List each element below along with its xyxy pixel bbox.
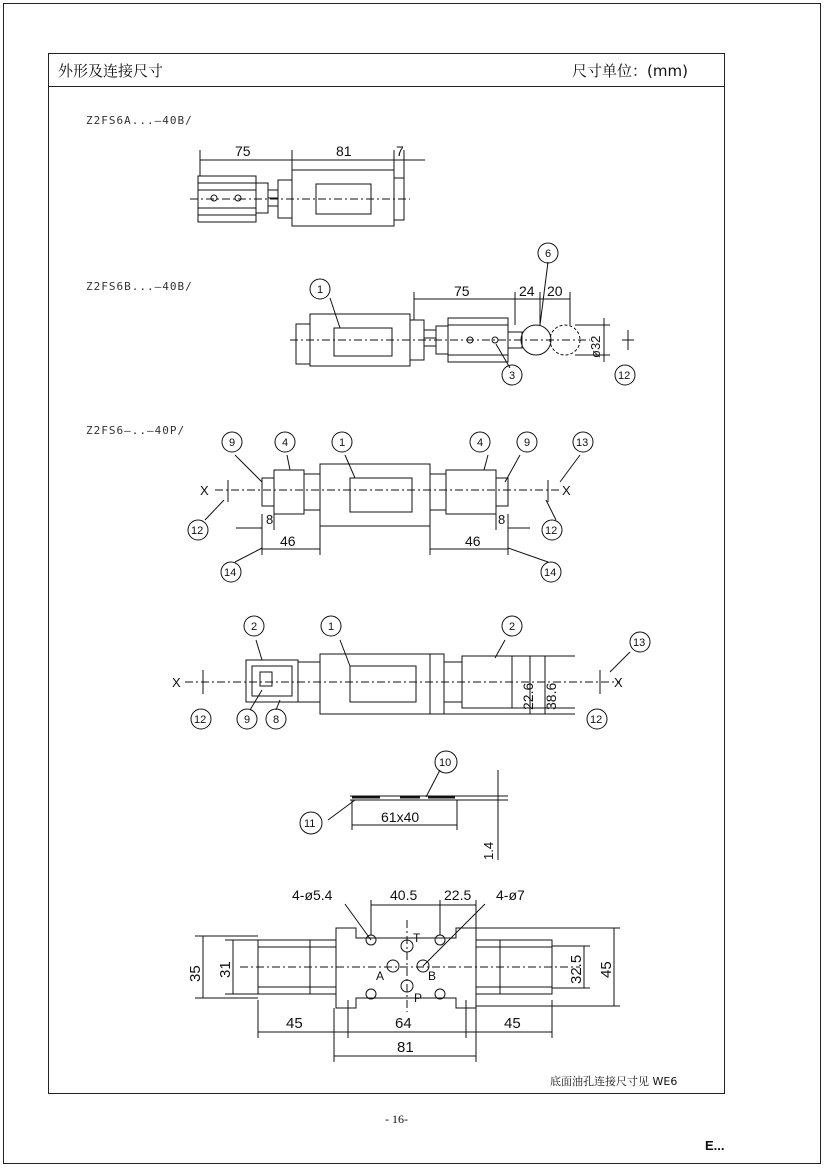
balloon-12-d-right: 12 [590,714,603,726]
dim-c-8-right: 8 [498,512,506,527]
dim-a-81: 81 [336,143,352,159]
balloon-11: 11 [304,818,316,830]
dim-e-61x40: 61x40 [381,809,420,825]
dim-a-7: 7 [396,143,404,159]
balloon-2-left: 2 [251,621,258,633]
page-number: - 16- [385,1112,408,1126]
dim-f-45-left: 45 [286,1015,303,1032]
model-label-c: Z2FS6—..—40P/ [86,424,186,437]
balloon-13-c: 13 [576,437,589,449]
dim-c-46-right: 46 [465,533,481,549]
balloon-12-c-right: 12 [545,525,558,537]
balloon-1-c: 1 [339,437,346,449]
dim-f-32-5: 32.5 [568,954,585,984]
port-t: T [413,931,421,945]
axis-x-left-c: X [200,483,209,498]
footnote: 底面油孔连接尺寸见 WE6 [550,1075,678,1088]
section-title: 外形及连接尺寸 [58,62,164,80]
balloon-6: 6 [545,248,552,260]
balloon-10: 10 [439,757,452,769]
drawing-a [190,150,425,226]
dim-f-4-5-4: 4-ø5.4 [292,887,333,903]
port-b: B [428,969,437,983]
balloon-12-b: 12 [618,370,631,382]
balloon-4-left: 4 [282,437,289,449]
drawing-c [205,455,580,562]
balloon-3: 3 [509,370,516,382]
dim-f-31: 31 [217,961,234,978]
dim-f-64: 64 [395,1015,412,1032]
unit-label: 尺寸单位：(mm) [572,62,688,80]
dim-a-75: 75 [235,143,251,159]
port-p: P [414,991,423,1005]
balloon-12-d-left: 12 [194,714,207,726]
axis-x-right-d: X [614,675,623,690]
dim-c-46-left: 46 [280,533,296,549]
dim-b-24: 24 [519,283,535,299]
balloon-13-d: 13 [633,637,646,649]
drawing-b [290,262,634,368]
balloon-2-right: 2 [509,621,516,633]
dim-f-22-5: 22.5 [444,887,472,903]
balloon-1-b: 1 [317,284,324,296]
dim-c-8-left: 8 [266,512,274,527]
dim-b-32: ø32 [588,335,603,358]
dim-d-38-6: 38.6 [543,682,559,710]
balloon-12-c-left: 12 [191,525,204,537]
balloon-9-right: 9 [524,437,531,449]
balloon-4-right: 4 [477,437,484,449]
dim-d-22-6: 22.6 [520,682,536,710]
dim-f-45-right: 45 [598,961,615,978]
model-label-b: Z2FS6B...—40B/ [86,280,193,293]
model-label-a: Z2FS6A...—40B/ [86,114,193,127]
balloon-1-d: 1 [328,621,335,633]
port-a: A [376,969,385,983]
dim-b-20: 20 [547,283,563,299]
dim-e-1-4: 1.4 [481,841,496,860]
drawing-f [195,900,620,1062]
dim-f-45-bottom: 45 [504,1015,521,1032]
balloon-8-d: 8 [273,714,280,726]
logo: E... [705,1138,725,1153]
dim-f-4-7: 4-ø7 [496,887,525,903]
balloon-14-right: 14 [544,567,557,579]
dim-b-75: 75 [454,283,470,299]
axis-x-left-d: X [172,675,181,690]
axis-x-right-c: X [562,483,571,498]
dim-f-35: 35 [187,965,204,982]
drawing-d [185,640,630,714]
balloon-14-left: 14 [224,567,237,579]
balloon-set [188,243,650,834]
balloon-9-d: 9 [244,714,251,726]
dim-f-81: 81 [397,1039,414,1056]
balloon-9-left: 9 [229,437,236,449]
dim-f-40-5: 40.5 [390,887,418,903]
